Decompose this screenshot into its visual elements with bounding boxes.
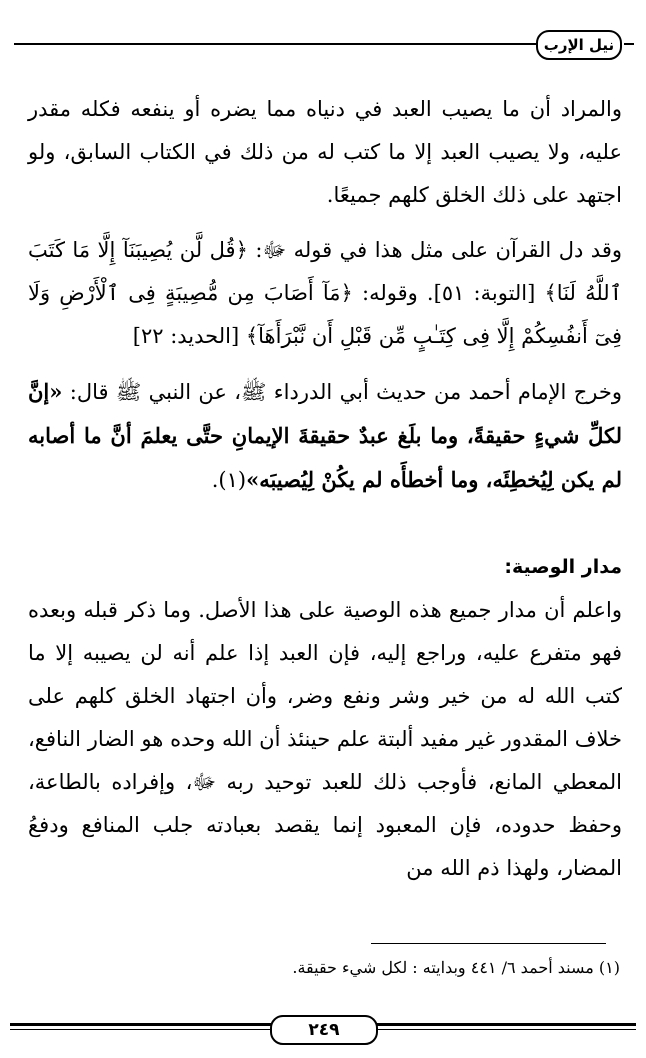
paragraph-3-intro: وخرج الإمام أحمد من حديث أبي الدرداء ﷺ، عن النبي ﷺ قال: [69, 380, 623, 404]
footnote-reference: (١). [211, 468, 247, 492]
page-number: ٢٤٩ [270, 1015, 378, 1045]
footnote: (١) مسند أحمد ٦/ ٤٤١ وبدايته : لكل شيء حقيقة. [292, 958, 620, 977]
paragraph-1: والمراد أن ما يصيب العبد في دنياه مما يضره أو ينفعه فكله مقدر عليه، ولا يصيب العبد إلا ما كتب له من ذلك في الكتاب السابق، ولو اجتهد على ذلك الخلق كلهم جميعًا. [28, 97, 622, 207]
paragraph-4: واعلم أن مدار جميع هذه الوصية على هذا الأصل. وما ذكر قبله وبعده فهو متفرع عليه، وراجع إليه، فإن العبد إذا علم أنه لن يصيبه إلا ما كتب الله له من خير وشر ونفع وضر، وأن اجتهاد الخلق كلهم على خلاف المقدور غير مفيد ألبتة علم حينئذ أن الله وحده هو الضار النافع، المعطي المانع، فأوجب ذلك للعبد توحيد ربه ﷻ، وإفراده بالطاعة، وحفظ حدوده، فإن المعبود إنما يقصد بعبادته جلب المنافع ودفعُ المضار، ولهذا ذم الله من [28, 598, 622, 880]
hadith-text: «إنَّ لكلِّ شيءٍ حقيقةً، وما بلَغ عبدٌ حقيقةَ الإيمانِ حتَّى يعلمَ أنَّ ما أصابه لم يكن لِيُخطِئَه، وما أخطأَه لم يكُنْ لِيُصيبَه» [28, 379, 622, 492]
section-heading: مدار الوصية: [504, 556, 622, 578]
paragraph-2: وقد دل القرآن على مثل هذا في قوله ﷻ: ﴿قُل لَّن يُصِيبَنَآ إِلَّا مَا كَتَبَ ٱللَّهُ لَنَا﴾ [التوبة: ٥١]. وقوله: ﴿مَآ أَصَابَ مِن مُّصِيبَةٍ فِى ٱلْأَرْضِ وَلَا فِىٓ أَنفُسِكُمْ إِلَّا فِى كِتَـٰبٍ مِّن قَبْلِ أَن نَّبْرَأَهَآ﴾ [الحديد: ٢٢] [28, 238, 623, 348]
header-rule-end [624, 43, 634, 45]
footnote-separator [371, 943, 606, 944]
main-text [28, 88, 622, 890]
page-footer [10, 1015, 636, 1045]
running-header [14, 30, 634, 64]
book-title: نيل الإرب [536, 30, 622, 60]
paragraph-3 [28, 370, 622, 502]
header-rule [14, 43, 536, 45]
